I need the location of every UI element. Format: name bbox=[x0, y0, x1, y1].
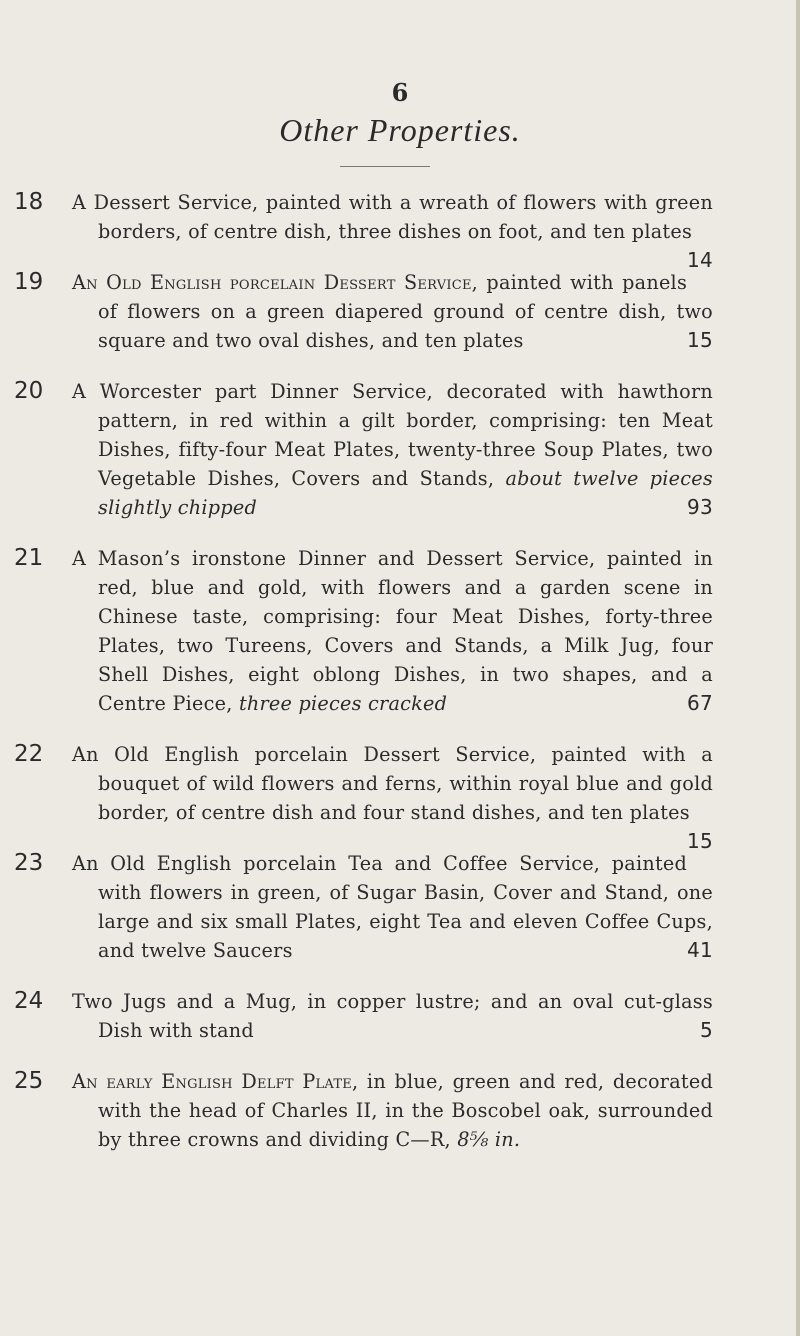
lot-count: 5 bbox=[700, 1018, 713, 1042]
lot-count-wrapper bbox=[700, 1016, 713, 1045]
lot-note: 8⅝ in. bbox=[457, 1128, 521, 1151]
lot-number: 21 bbox=[14, 545, 44, 571]
lot-entry bbox=[0, 987, 800, 1045]
lot-body: A Mason’s ironstone Dinner and Dessert Service, painted in red, blue and gold, with flowers and a garden scene in Chinese taste, comprising: four Meat Dishes, forty-three Plates, two Tureens, Covers and Stands, a Milk Jug, four Shell Dishes, eight oblong Dishes, in two shapes, and a Centre Piece, bbox=[72, 547, 713, 715]
lot-count: 41 bbox=[687, 938, 713, 962]
lot-lead: An Old English porcelain Dessert Service, bbox=[72, 271, 479, 294]
lot-number: 18 bbox=[14, 189, 44, 215]
lot-description bbox=[72, 377, 713, 522]
lot-list bbox=[0, 188, 800, 1176]
lot-body: Two Jugs and a Mug, in copper lustre; and an oval cut-glass Dish with stand bbox=[72, 990, 713, 1042]
lot-entry bbox=[0, 544, 800, 718]
lot-body: An Old English porcelain Tea and Coffee Service, painted with flowers in green, of Sugar Basin, Cover and Stand, one large and six small Plates, eight Tea and eleven Coffee Cups, and twelve Saucers bbox=[72, 852, 713, 962]
lot-description bbox=[72, 544, 713, 718]
lot-body: A Worcester part Dinner Service, decorated with hawthorn pattern, in red within a gilt border, comprising: ten Meat Dishes, fifty-four Meat Plates, twenty-three Soup Plates, two Vegetable Dishes, Covers and Stands, bbox=[72, 380, 713, 490]
lot-body: in blue, green and red, decorated with the head of Charles II, in the Boscobel oak, surrounded by three crowns and dividing C—R, bbox=[98, 1070, 713, 1151]
lot-count-wrapper bbox=[687, 936, 713, 965]
lot-count: 14 bbox=[687, 248, 713, 272]
section-title: Other Properties. bbox=[279, 112, 521, 148]
title-rule bbox=[340, 166, 430, 167]
lot-lead: An early English Delft Plate, bbox=[72, 1070, 359, 1093]
lot-count-wrapper bbox=[687, 689, 713, 718]
lot-number: 20 bbox=[14, 378, 44, 404]
lot-description bbox=[72, 740, 713, 853]
lot-number: 25 bbox=[14, 1068, 44, 1094]
lot-entry bbox=[0, 268, 800, 355]
lot-description bbox=[72, 188, 713, 272]
lot-description bbox=[72, 268, 713, 355]
lot-body: An Old English porcelain Dessert Service, painted with a bouquet of wild flowers and ferns, within royal blue and gold border, of centre dish and four stand dishes, and ten plates bbox=[72, 743, 713, 824]
lot-number: 24 bbox=[14, 988, 44, 1014]
lot-entry bbox=[0, 740, 800, 853]
page-number: 6 bbox=[391, 78, 409, 107]
lot-count-wrapper bbox=[687, 326, 713, 355]
lot-count: 15 bbox=[687, 328, 713, 352]
lot-description bbox=[72, 987, 713, 1045]
lot-entry bbox=[0, 849, 800, 965]
page-edge bbox=[796, 0, 800, 1336]
lot-count: 93 bbox=[687, 495, 713, 519]
lot-entry bbox=[0, 1067, 800, 1154]
lot-number: 22 bbox=[14, 741, 44, 767]
lot-body: painted with panels of flowers on a green diapered ground of centre dish, two square and two oval dishes, and ten plates bbox=[98, 271, 713, 352]
lot-note: three pieces cracked bbox=[238, 692, 448, 715]
lot-count: 15 bbox=[687, 829, 713, 853]
lot-number: 19 bbox=[14, 269, 44, 295]
lot-count: 67 bbox=[687, 691, 713, 715]
lot-count-wrapper bbox=[687, 493, 713, 522]
lot-number: 23 bbox=[14, 850, 44, 876]
lot-description bbox=[72, 1067, 713, 1154]
lot-note: about twelve pieces slightly chipped bbox=[98, 467, 713, 519]
lot-entry bbox=[0, 188, 800, 272]
lot-description bbox=[72, 849, 713, 965]
lot-entry bbox=[0, 377, 800, 522]
lot-body: A Dessert Service, painted with a wreath of flowers with green borders, of centre dish, three dishes on foot, and ten plates bbox=[72, 191, 713, 243]
